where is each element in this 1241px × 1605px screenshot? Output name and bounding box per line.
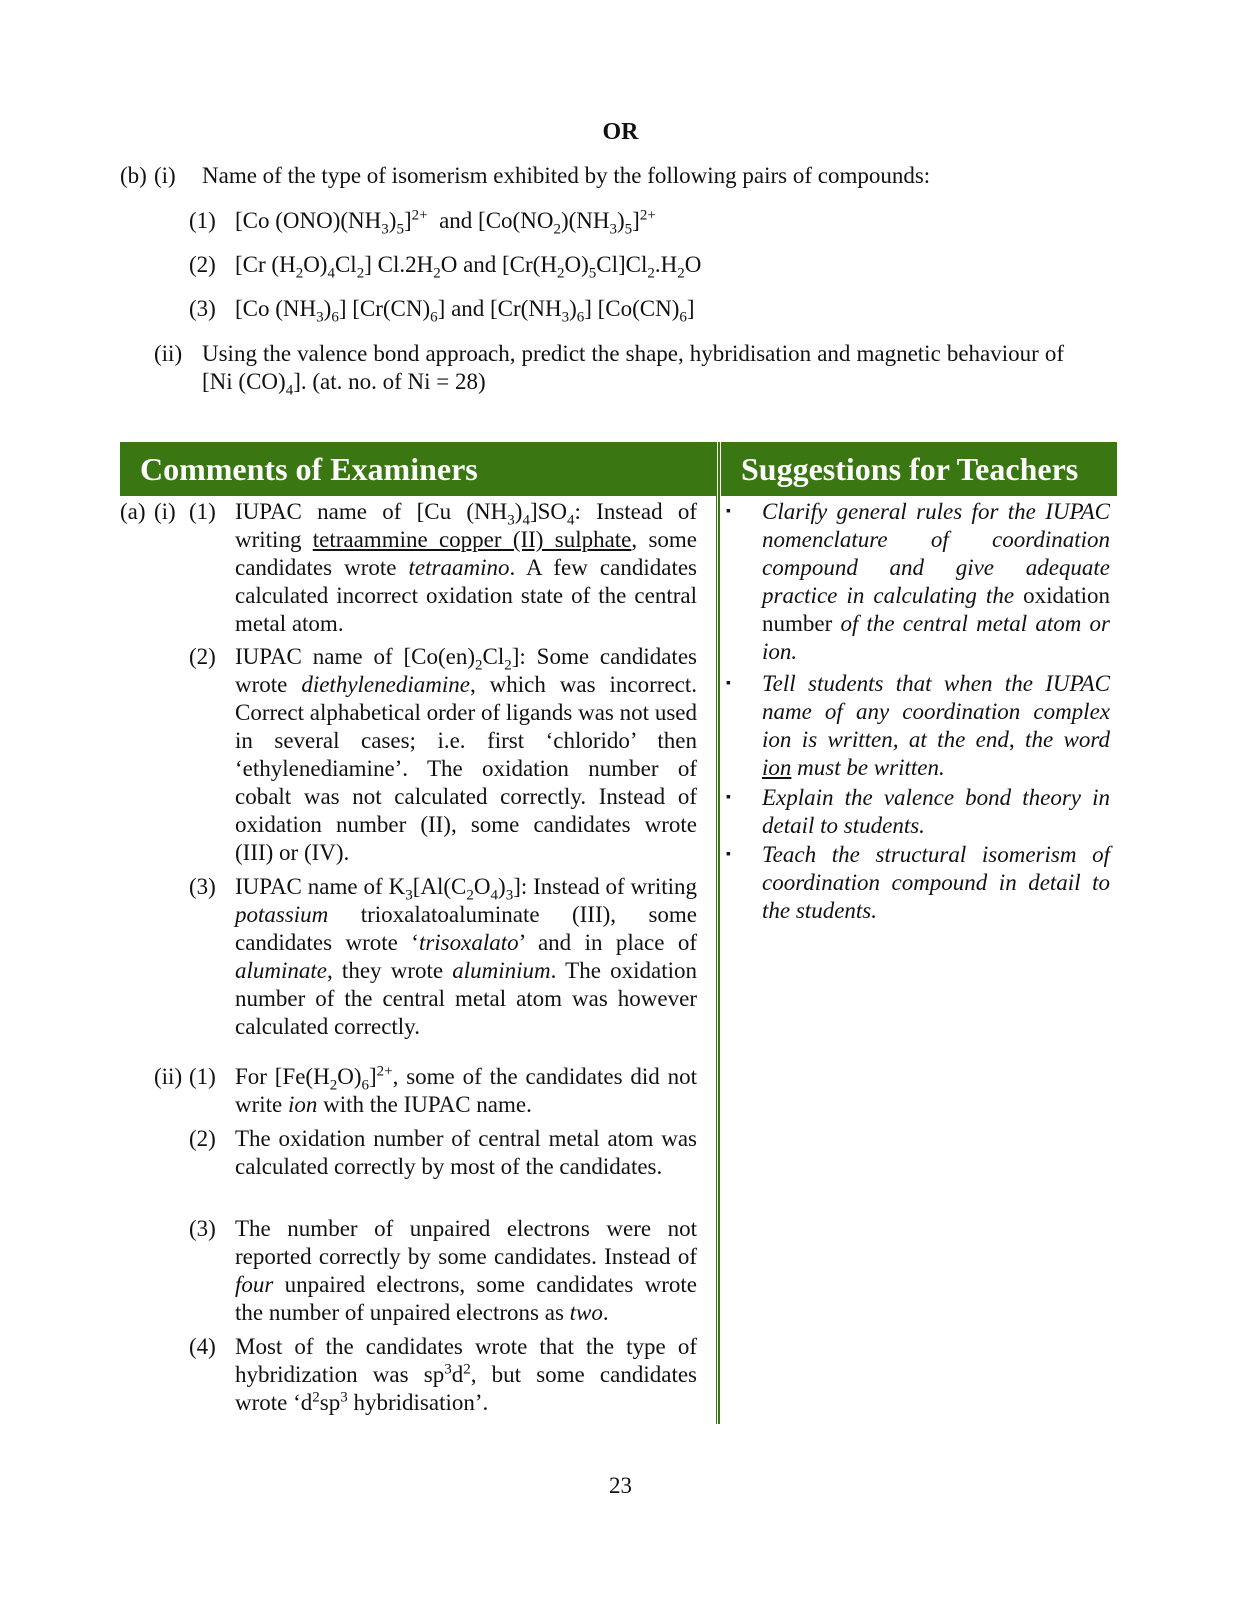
comment-a-i-2-number: (2) [189, 644, 216, 669]
question-b-ii: Using the valence bond approach, predict the shape, hybridisation and magnetic behaviour of [Ni $(CO)_4$]. (at. no. of Ni = 28) [202, 341, 1064, 399]
suggestion-2: Tell students that when the IUPAC name of any coordination complex ion is written, at the end, the word ion must be written. [762, 671, 1110, 780]
header-suggestions-for-teachers: Suggestions for Teachers [721, 442, 1117, 496]
comment-a-ii-2: The oxidation number of central metal atom was calculated correctly by most of the candidates. [235, 1126, 697, 1179]
pair-2-formula: [Cr $(H_2O)_4Cl_2$] $Cl.2H_2O$ and $[Cr(H_2O)_5Cl]Cl_2.H_2O$ [235, 252, 702, 282]
label-b-i: (i) [154, 163, 176, 188]
comment-a-ii-4-number: (4) [189, 1334, 216, 1359]
comment-a-i-3: IUPAC name of $K_3[Al(C_2O_4)_3]$: Instead of writing potassium trioxalatoaluminate (III), some candidates wrote ‘trisoxalato’ and in place of aluminate, they wrote aluminium. The oxidation number of the central metal atom was however calculated correctly. [235, 874, 698, 1039]
pair-1-number: (1) [189, 208, 216, 233]
label-a-i: (i) [154, 499, 176, 524]
pair-3-number: (3) [189, 296, 216, 321]
suggestion-bullet-1: ▪ [726, 504, 731, 519]
suggestion-bullet-4: ▪ [726, 847, 731, 862]
comment-a-ii-4: Most of the candidates wrote that the type of hybridization was $sp^3d^2$, but some candidates wrote ‘$d^2sp^3$ hybridisation’. [235, 1334, 697, 1415]
comment-a-ii-1-number: (1) [189, 1064, 216, 1089]
suggestion-1: Clarify general rules for the IUPAC nomenclature of coordination compound and give adequate practice in calculating the oxidation number of the central metal atom or ion. [762, 499, 1110, 664]
suggestion-3: Explain the valence bond theory in detail to students. [762, 785, 1110, 838]
suggestion-bullet-2: ▪ [726, 676, 731, 691]
label-a: (a) [120, 499, 146, 524]
comment-a-ii-3-number: (3) [189, 1216, 216, 1241]
comment-a-i-1-number: (1) [189, 499, 216, 524]
comment-a-ii-3: The number of unpaired electrons were not reported correctly by some candidates. Instead of four unpaired electrons, some candidates wrote the number of unpaired electrons as two. [235, 1216, 697, 1325]
comment-a-i-2: IUPAC name of $[Co(en)_2Cl_2]$: Some candidates wrote diethylenediamine, which was incorrect. Correct alphabetical order of ligands was not used in several cases; i.e. first ‘chlorido’ then ‘ethylenediamine’. The oxidation number of cobalt was not calculated correctly. Instead of oxidation number (II), some candidates wrote (III) or (IV). [235, 644, 697, 865]
suggestion-4: Teach the structural isomerism of coordination compound in detail to the students. [762, 842, 1110, 923]
suggestion-bullet-3: ▪ [726, 790, 731, 805]
comment-a-ii-2-number: (2) [189, 1126, 216, 1151]
or-heading: OR [602, 119, 639, 145]
label-b-ii: (ii) [154, 341, 183, 366]
column-divider [716, 442, 720, 1424]
question-b-i: Name of the type of isomerism exhibited by the following pairs of compounds: [202, 163, 931, 188]
comment-a-ii-1: For $[Fe(H_2O)_6]^{2+}$, some of the candidates did not write ion with the IUPAC name. [235, 1063, 697, 1117]
header-comments-of-examiners: Comments of Examiners [120, 442, 718, 496]
label-a-ii: (ii) [154, 1064, 183, 1089]
pair-2-number: (2) [189, 252, 216, 277]
comment-a-i-3-number: (3) [189, 874, 216, 899]
pair-1-formula: [Co $(ONO)(NH_3)_5]^{2+}$ and $[Co(NO_2)(NH_3)_5]^{2+}$ [235, 207, 656, 238]
comment-a-i-1: IUPAC name of [Cu $(NH_3)_4]SO_4$: Instead of writing tetraammine copper (II) sulphate, some candidates wrote tetraamino. A few candidates calculated incorrect oxidation state of the central metal atom. [235, 499, 697, 636]
pair-3-formula: [Co $(NH_3)_6$] $[Cr(CN)_6]$ and $[Cr(NH_3)_6]$ $[Co(CN)_6]$ [235, 296, 695, 326]
label-b: (b) [120, 163, 147, 188]
page-number: 23 [609, 1473, 632, 1498]
